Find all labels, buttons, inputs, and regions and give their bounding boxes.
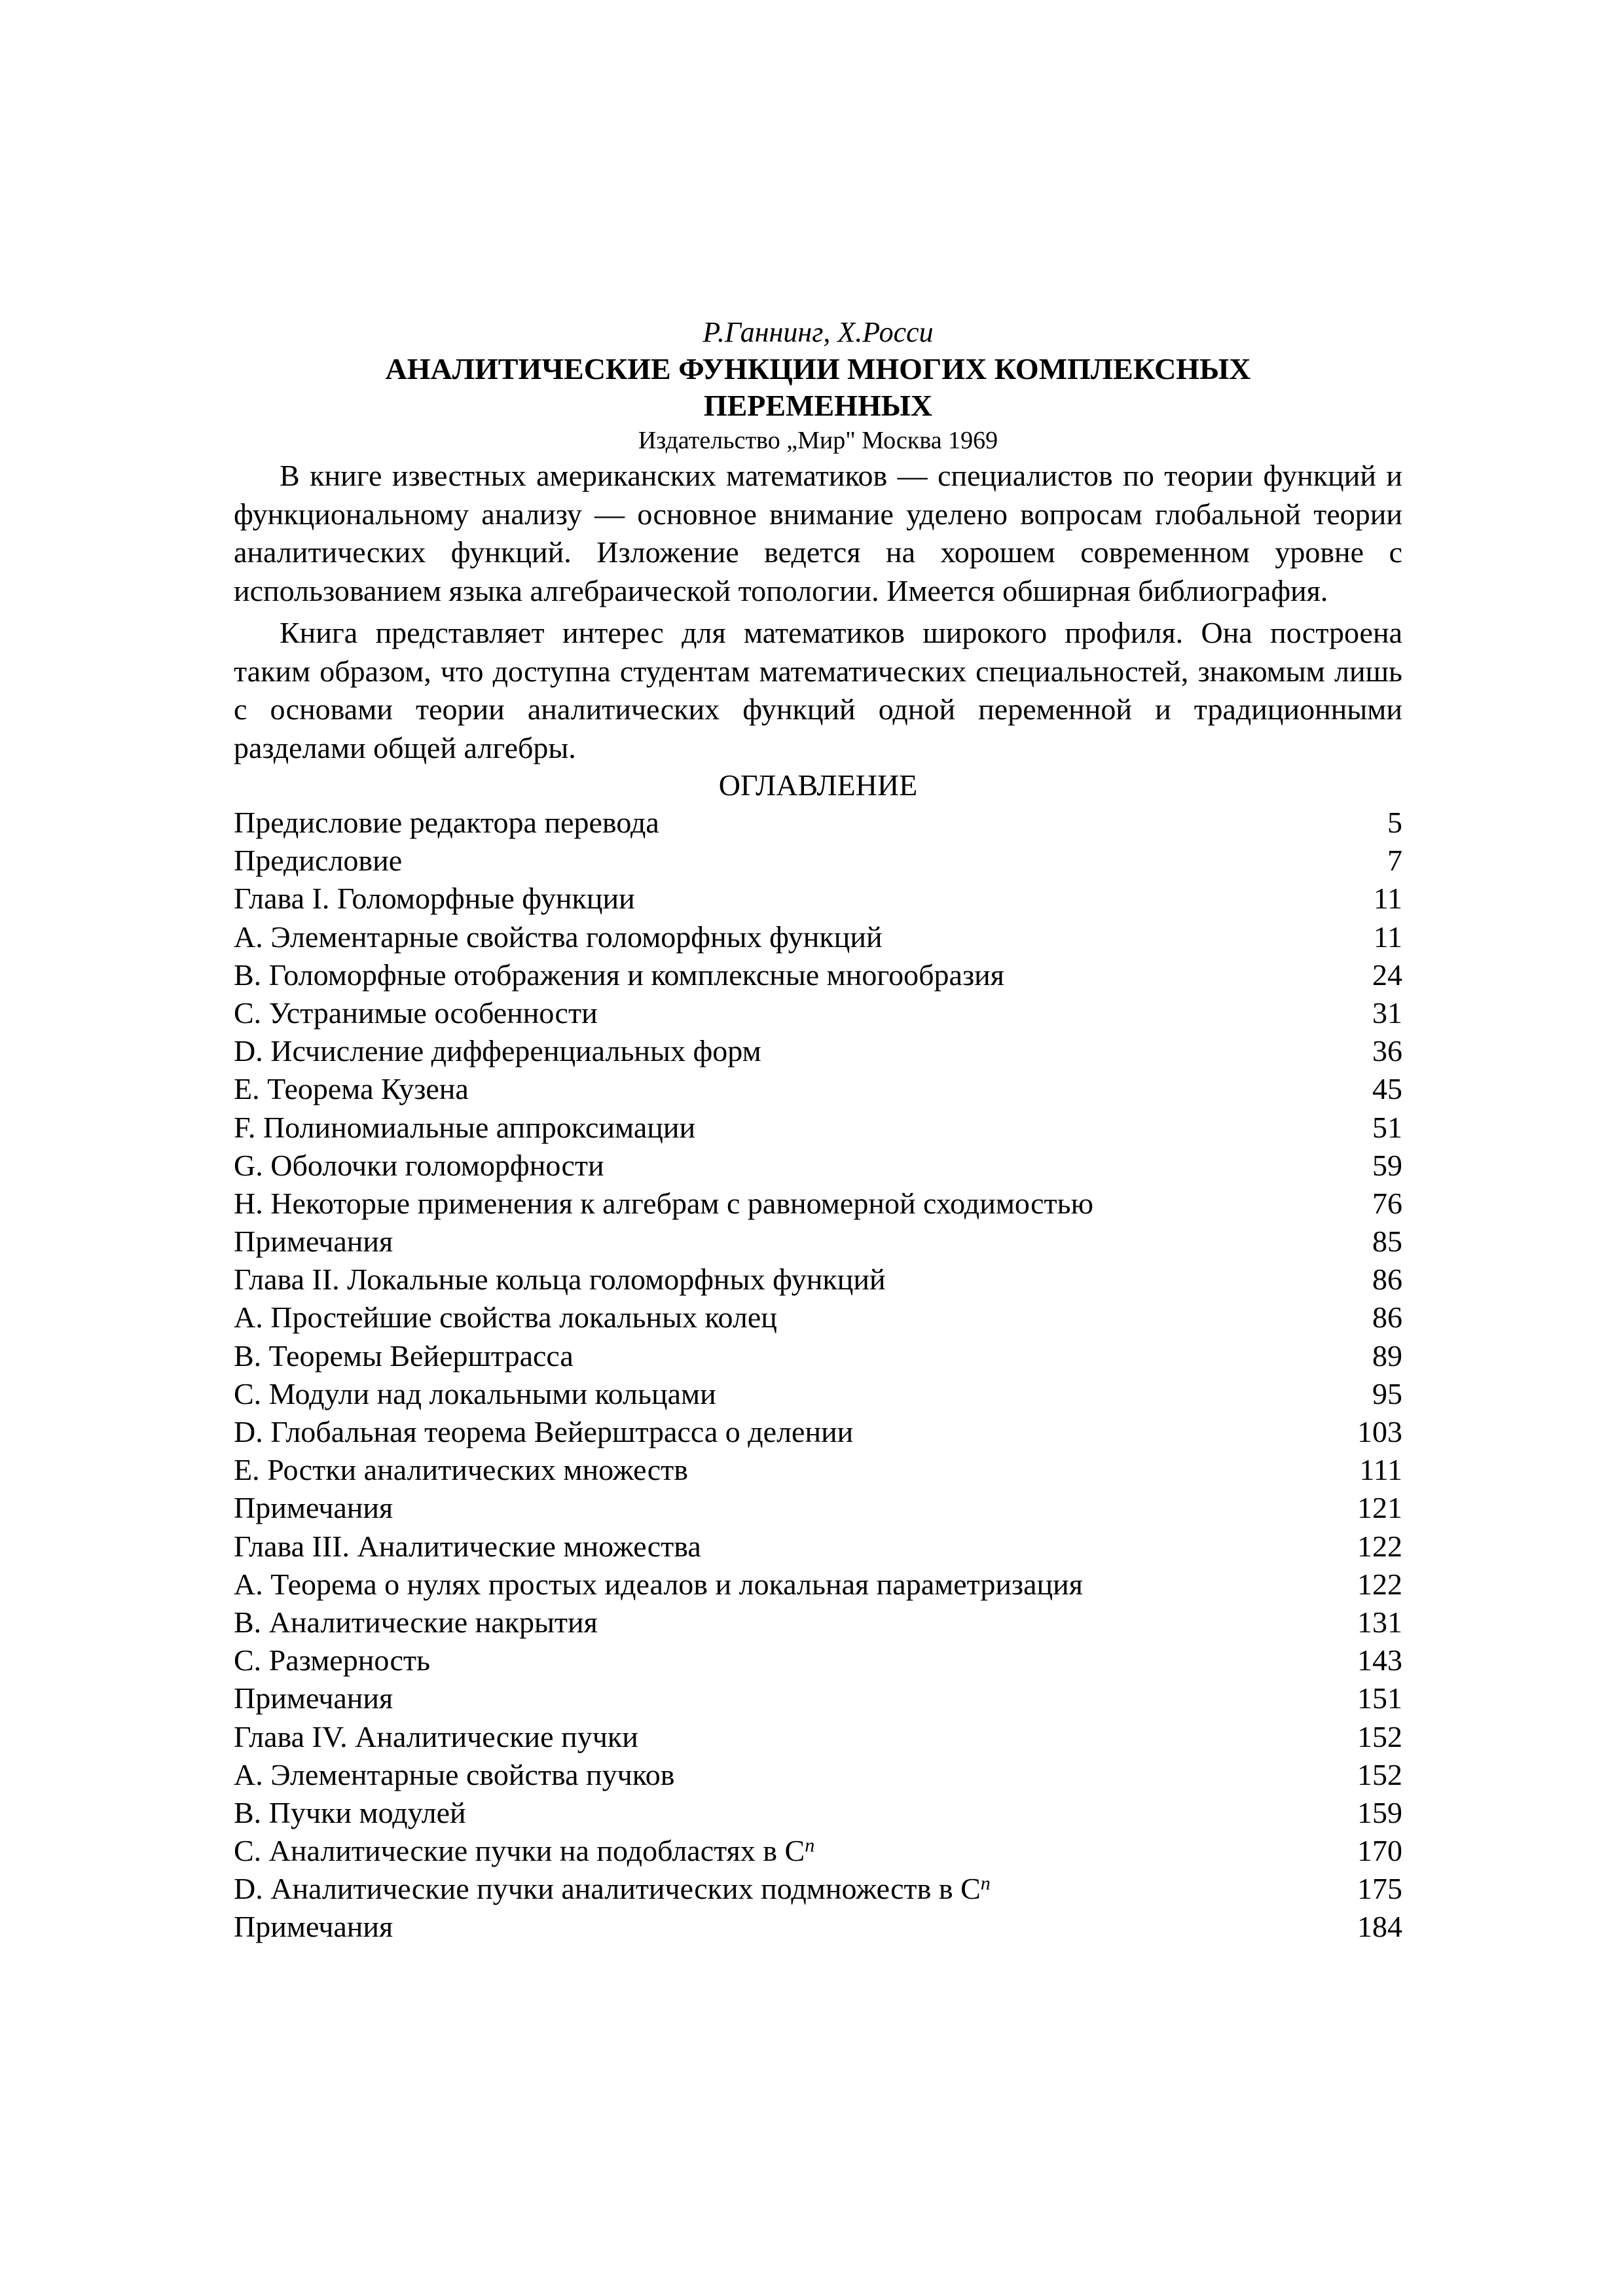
book-title-line-1: АНАЛИТИЧЕСКИЕ ФУНКЦИИ МНОГИХ КОМПЛЕКСНЫХ	[385, 352, 1251, 386]
toc-entry-title-text: В. Теоремы Вейерштрасса	[234, 1338, 574, 1372]
toc-entry-title	[234, 1756, 675, 1794]
toc-entry-title	[234, 1870, 991, 1908]
toc-entry-page-number: 151	[1357, 1681, 1402, 1715]
toc-entry-title-text: С. Аналитические пучки на подобластях в C	[234, 1834, 805, 1868]
toc-entry	[234, 1337, 1402, 1375]
toc-entry-title	[234, 1070, 469, 1108]
toc-entry-page-number: 31	[1372, 996, 1402, 1030]
toc-entry-page-number: 103	[1357, 1415, 1402, 1448]
toc-entry	[234, 1756, 1402, 1794]
toc-entry-page-number: 152	[1357, 1757, 1402, 1791]
toc-entry	[234, 1870, 1402, 1908]
toc-entry-title-text: А. Элементарные свойства пучков	[234, 1757, 675, 1791]
toc-entry-title-text: Глава III. Аналитические множества	[234, 1529, 701, 1563]
toc-entry-title	[234, 1451, 688, 1489]
toc-entry-title-text: Предисловие редактора перевода	[234, 806, 659, 839]
toc-entry-title-text: С. Устранимые особенности	[234, 996, 598, 1030]
authors: Р.Ганнинг, Х.Росси	[702, 316, 934, 348]
toc-entry-page-number: 159	[1357, 1795, 1402, 1829]
toc-entry-page-number: 76	[1372, 1186, 1402, 1220]
toc-entry-page-number: 89	[1372, 1338, 1402, 1372]
toc-entry-title	[234, 1299, 777, 1336]
toc-entry-title-text: С. Размерность	[234, 1643, 430, 1677]
toc-entry-page-number: 152	[1357, 1719, 1402, 1753]
toc-entry	[234, 880, 1402, 918]
toc-entry-title-text: Глава II. Локальные кольца голоморфных функций	[234, 1263, 886, 1297]
toc-entry	[234, 956, 1402, 994]
toc-entry-title	[234, 1375, 716, 1413]
toc-entry-title	[234, 1032, 761, 1070]
toc-entry-title-text: Н. Некоторые применения к алгебрам с равномерной сходимостью	[234, 1186, 1093, 1220]
toc-entry	[234, 1185, 1402, 1223]
toc-entry-superscript: n	[980, 1873, 991, 1895]
toc-entry-title	[234, 804, 659, 842]
document-page	[234, 314, 1402, 1946]
toc-entry	[234, 1261, 1402, 1299]
toc-entry-title	[234, 1832, 814, 1870]
book-title-line-2: ПЕРЕМЕННЫХ	[703, 389, 933, 422]
toc-entry-title-text: Глава I. Голоморфные функции	[234, 882, 635, 916]
toc-entry	[234, 1451, 1402, 1489]
toc-entry-title	[234, 1185, 1093, 1223]
toc-entry	[234, 1070, 1402, 1108]
toc-entry-title	[234, 1528, 701, 1566]
toc-entry-title	[234, 918, 883, 956]
toc-entry-title-text: F. Полиномиальные аппроксимации	[234, 1110, 696, 1144]
toc-entry-title	[234, 1794, 466, 1832]
toc-entry-title	[234, 1223, 393, 1261]
toc-entry-page-number: 170	[1357, 1834, 1402, 1868]
toc-entry-title	[234, 1679, 393, 1717]
abstract-paragraph-2: Книга представляет интерес для математиков широкого профиля. Она построена таким образом, что доступна студентам математических специальностей, знакомым лишь с основами теории аналитических функций одной переменной и традиционными разделами общей алгебры.	[234, 616, 1402, 764]
toc-entry-page-number: 45	[1372, 1072, 1402, 1106]
toc-entry-page-number: 111	[1359, 1453, 1402, 1487]
toc-entry-title-text: Примечания	[234, 1910, 393, 1944]
toc-entry-page-number: 11	[1373, 920, 1402, 954]
toc-entry	[234, 1679, 1402, 1717]
toc-entry-title-text: А. Теорема о нулях простых идеалов и локальная параметризация	[234, 1567, 1083, 1601]
toc-entry-title-text: D. Глобальная теорема Вейерштрасса о делении	[234, 1415, 854, 1448]
toc-entry-page-number: 36	[1372, 1034, 1402, 1068]
toc-heading: ОГЛАВЛЕНИЕ	[718, 768, 918, 802]
toc-entry-title-text: D. Исчисление дифференциальных форм	[234, 1034, 761, 1068]
toc-entry-title	[234, 994, 598, 1032]
toc-entry-title-text: Предисловие	[234, 844, 403, 878]
toc-entry-page-number: 184	[1357, 1910, 1402, 1944]
toc-entry-title-text: Примечания	[234, 1491, 393, 1525]
abstract-paragraph-1: В книге известных американских математиков — специалистов по теории функций и функциональному анализу — основное внимание уделено вопросам глобальной теории аналитических функций. Изложение ведется на хорошем современном уровне с использованием языка алгебраической топологии. Имеется обширная библиография.	[234, 459, 1402, 607]
toc-entry-title	[234, 1908, 393, 1946]
toc-entry-title-text: Глава IV. Аналитические пучки	[234, 1719, 638, 1753]
toc-entry-page-number: 11	[1373, 882, 1402, 916]
toc-entry	[234, 1032, 1402, 1070]
toc-entry-page-number: 59	[1372, 1148, 1402, 1182]
toc-entry	[234, 1566, 1402, 1604]
toc-entry-page-number: 131	[1357, 1605, 1402, 1639]
publisher: Издательство „Мир" Москва 1969	[638, 427, 998, 454]
toc-entry	[234, 842, 1402, 880]
toc-entry-superscript: n	[805, 1835, 815, 1857]
toc-entry-title	[234, 1261, 886, 1299]
toc-entry-page-number: 51	[1372, 1110, 1402, 1144]
toc-entry-title	[234, 1413, 853, 1451]
toc-entry	[234, 1832, 1402, 1870]
toc-entry	[234, 1375, 1402, 1413]
table-of-contents	[234, 804, 1402, 1946]
toc-entry	[234, 1641, 1402, 1679]
toc-entry	[234, 1794, 1402, 1832]
toc-entry-page-number: 95	[1372, 1376, 1402, 1410]
toc-entry-page-number: 5	[1387, 806, 1402, 839]
toc-entry	[234, 1299, 1402, 1336]
toc-entry	[234, 994, 1402, 1032]
toc-entry	[234, 1718, 1402, 1756]
toc-entry-title-text: Е. Ростки аналитических множеств	[234, 1453, 688, 1487]
toc-entry-title-text: Е. Теорема Кузена	[234, 1072, 469, 1106]
toc-entry	[234, 804, 1402, 842]
book-title	[234, 351, 1402, 424]
toc-entry-page-number: 143	[1357, 1643, 1402, 1677]
toc-entry-title-text: В. Пучки модулей	[234, 1795, 466, 1829]
toc-entry-title-text: В. Аналитические накрытия	[234, 1605, 598, 1639]
toc-entry	[234, 1147, 1402, 1185]
toc-entry-page-number: 121	[1357, 1491, 1402, 1525]
toc-entry-title	[234, 1147, 604, 1185]
toc-entry-title-text: Примечания	[234, 1225, 393, 1259]
toc-entry-title-text: А. Элементарные свойства голоморфных функций	[234, 920, 883, 954]
toc-entry-page-number: 175	[1357, 1872, 1402, 1906]
toc-entry-title	[234, 1641, 430, 1679]
toc-entry-title-text: Примечания	[234, 1681, 393, 1715]
toc-entry	[234, 1223, 1402, 1261]
toc-entry	[234, 1604, 1402, 1641]
toc-entry	[234, 1489, 1402, 1527]
toc-entry-page-number: 24	[1372, 958, 1402, 992]
toc-entry	[234, 1528, 1402, 1566]
toc-entry-title	[234, 1109, 695, 1147]
toc-entry-title	[234, 1337, 574, 1375]
toc-entry-title	[234, 1489, 393, 1527]
toc-entry-page-number: 85	[1372, 1225, 1402, 1259]
toc-entry-page-number: 122	[1357, 1529, 1402, 1563]
toc-entry-title	[234, 1718, 638, 1756]
toc-entry-title	[234, 956, 1004, 994]
toc-entry-page-number: 122	[1357, 1567, 1402, 1601]
toc-entry-page-number: 86	[1372, 1263, 1402, 1297]
toc-entry-title-text: А. Простейшие свойства локальных колец	[234, 1300, 777, 1335]
toc-entry-title	[234, 842, 402, 880]
toc-entry-page-number: 7	[1387, 844, 1402, 878]
toc-entry	[234, 1413, 1402, 1451]
toc-entry-title-text: D. Аналитические пучки аналитических подмножеств в C	[234, 1872, 981, 1906]
toc-entry	[234, 1109, 1402, 1147]
toc-entry	[234, 918, 1402, 956]
toc-entry	[234, 1908, 1402, 1946]
toc-entry-page-number: 86	[1372, 1300, 1402, 1335]
toc-entry-title-text: С. Модули над локальными кольцами	[234, 1376, 716, 1410]
toc-entry-title	[234, 1604, 598, 1641]
toc-entry-title-text: В. Голоморфные отображения и комплексные многообразия	[234, 958, 1004, 992]
toc-entry-title-text: G. Оболочки голоморфности	[234, 1148, 604, 1182]
toc-entry-title	[234, 880, 635, 918]
toc-entry-title	[234, 1566, 1083, 1604]
